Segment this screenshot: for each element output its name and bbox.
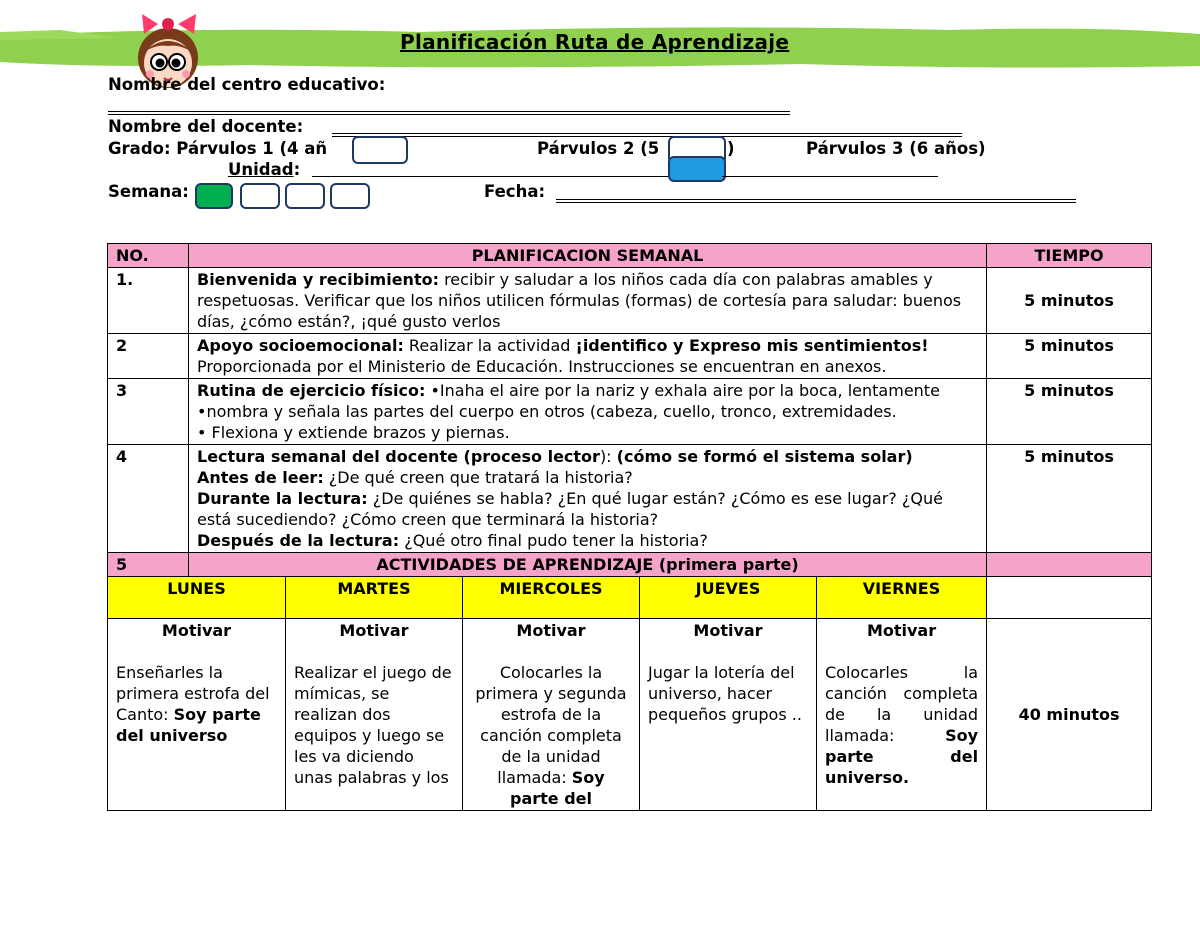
date-line[interactable]	[556, 199, 1076, 203]
week-label: Semana:	[108, 182, 189, 201]
week-3-checkbox[interactable]	[285, 183, 325, 209]
activities-time: 40 minutos	[987, 619, 1152, 811]
days-time-empty	[987, 577, 1152, 619]
school-name-line[interactable]	[108, 111, 790, 115]
unit-line-left[interactable]	[312, 176, 668, 177]
weekly-plan-table	[107, 243, 1152, 811]
week-4-checkbox[interactable]	[330, 183, 370, 209]
section-5-time-empty	[987, 553, 1152, 577]
grade-p2-label: Párvulos 2 (5	[537, 139, 660, 158]
teacher-name-label: Nombre del docente:	[108, 117, 304, 136]
day-miercoles: MIERCOLES	[463, 577, 640, 619]
unit-line-right[interactable]	[722, 176, 938, 177]
row-time: 5 minutos	[987, 445, 1152, 553]
row-content: Rutina de ejercicio físico: •Inaha el aire por la nariz y exhala aire por la boca, lentamente •nombra y señala las partes del cuerpo en otros (cabeza, cuello, tronco, extremidades. • Flexiona y extiende brazos y piernas.	[189, 379, 987, 445]
row-content: Bienvenida y recibimiento: recibir y saludar a los niños cada día con palabras amables y respetuosas. Verificar que los niños utilicen fórmulas (formas) de cortesía para saludar: buenos días, ¿cómo están?, ¡qué gusto verlos	[189, 268, 987, 334]
row-time: 5 minutos	[987, 379, 1152, 445]
grade-p3-label: Párvulos 3 (6 años)	[806, 139, 986, 158]
unit-label: Unidad:	[228, 160, 301, 179]
header-no: NO.	[108, 244, 189, 268]
row-time: 5 minutos	[987, 334, 1152, 379]
day-martes: MARTES	[286, 577, 463, 619]
activity-jueves: Motivar Jugar la lotería del universo, hacer pequeños grupos ..	[640, 619, 817, 811]
row-number: 3	[108, 379, 189, 445]
week-1-checkbox[interactable]	[195, 183, 233, 209]
grade-p1-label: Grado: Párvulos 1 (4 añ	[108, 139, 328, 158]
row-number: 1.	[108, 268, 189, 334]
row-content: Apoyo socioemocional: Realizar la actividad ¡identifico y Expreso mis sentimientos! Proporcionada por el Ministerio de Educación. Instrucciones se encuentran en anexos.	[189, 334, 987, 379]
week-2-checkbox[interactable]	[240, 183, 280, 209]
activity-viernes: Motivar Colocarles la canción completa de la unidad llamada: Soy parte del universo.	[817, 619, 987, 811]
grade-p2-close: )	[727, 139, 735, 158]
header-time: TIEMPO	[987, 244, 1152, 268]
section-5-title: ACTIVIDADES DE APRENDIZAJE (primera parte)	[189, 553, 987, 577]
days-row	[108, 577, 1152, 619]
row-time: 5 minutos	[987, 268, 1152, 334]
row-number: 4	[108, 445, 189, 553]
school-name-label: Nombre del centro educativo:	[108, 75, 386, 94]
day-jueves: JUEVES	[640, 577, 817, 619]
page-title: Planificación Ruta de Aprendizaje	[400, 30, 790, 54]
table-row	[108, 379, 1152, 445]
header-plan: PLANIFICACION SEMANAL	[189, 244, 987, 268]
row-number: 2	[108, 334, 189, 379]
grade-p2-selected-box[interactable]	[668, 156, 726, 182]
row-content: Lectura semanal del docente (proceso lector): (cómo se formó el sistema solar) Antes de leer: ¿De qué creen que tratará la historia? Durante la lectura: ¿De quiénes se habla? ¿En qué lugar están? ¿Cómo es ese lugar? ¿Qué está sucediendo? ¿Cómo creen que terminará la historia? Después de la lectura: ¿Qué otro final pudo tener la historia?	[189, 445, 987, 553]
activities-row	[108, 619, 1152, 811]
day-lunes: LUNES	[108, 577, 286, 619]
table-row	[108, 268, 1152, 334]
activity-martes: Motivar Realizar el juego de mímicas, se realizan dos equipos y luego se les va diciendo unas palabras y los	[286, 619, 463, 811]
section-5-row	[108, 553, 1152, 577]
date-label: Fecha:	[484, 182, 546, 201]
section-5-number: 5	[108, 553, 189, 577]
table-row	[108, 445, 1152, 553]
day-viernes: VIERNES	[817, 577, 987, 619]
table-header-row	[108, 244, 1152, 268]
teacher-name-line[interactable]	[332, 133, 962, 137]
table-row	[108, 334, 1152, 379]
grade-p1-checkbox[interactable]	[352, 136, 408, 164]
activity-lunes: Motivar Enseñarles la primera estrofa del Canto: Soy parte del universo	[108, 619, 286, 811]
activity-miercoles: Motivar Colocarles la primera y segunda estrofa de la canción completa de la unidad llamada: Soy parte del	[463, 619, 640, 811]
